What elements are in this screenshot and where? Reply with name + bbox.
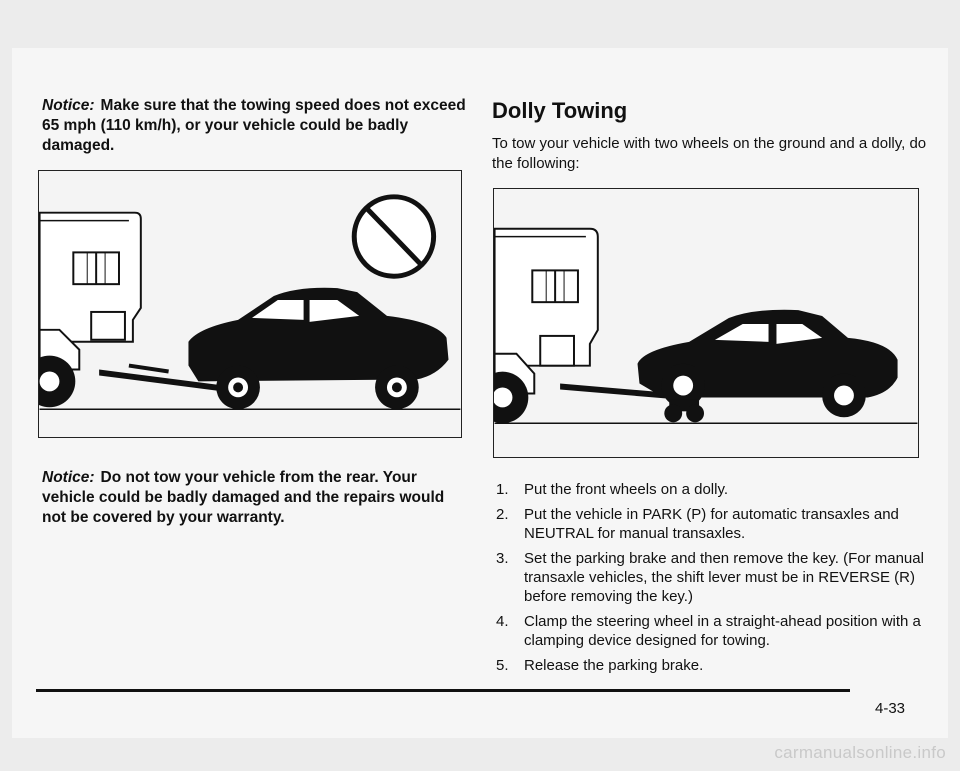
list-item [496,612,936,650]
tow-truck-door [91,312,125,340]
notice-label: Notice: [42,97,95,114]
section-title: Dolly Towing [492,98,628,123]
list-item [496,549,936,606]
notice-towing-speed [42,96,472,156]
rear-tow-prohibited-illustration [38,170,462,438]
notice-rear-tow [42,468,472,528]
dolly-tow-svg [494,189,918,457]
dolly-tow-illustration [493,188,919,458]
step-text: Put the front wheels on a dolly. [524,481,729,498]
notice-text: Make sure that the towing speed does not exceed 65 mph (110 km/h), or your vehicle could be badly damaged. [42,97,466,154]
list-item [496,505,936,543]
step-number: 3. [496,550,509,567]
dolly [664,399,704,422]
list-item [496,480,936,499]
dolly-steps-list [496,480,936,681]
manual-page [12,48,948,738]
tow-truck-door [540,336,574,366]
step-number: 5. [496,657,509,674]
step-number: 4. [496,613,509,630]
notice-text: Do not tow your vehicle from the rear. Your vehicle could be badly damaged and the repairs would not be covered by your warranty. [42,469,445,526]
step-text: Clamp the steering wheel in a straight-ahead position with a clamping device designed for towing. [524,613,921,649]
footer-divider [36,689,850,692]
list-item [496,656,936,675]
step-text: Set the parking brake and then remove the key. (For manual transaxle vehicles, the shift lever must be in REVERSE (R) before removing the key.) [524,550,924,605]
step-number: 1. [496,481,509,498]
step-text: Put the vehicle in PARK (P) for automatic transaxles and NEUTRAL for manual transaxles. [524,506,899,542]
watermark: carmanualsonline.info [774,743,946,762]
prohibition-icon [354,197,433,276]
step-text: Release the parking brake. [524,657,704,674]
notice-label: Notice: [42,469,95,486]
step-number: 2. [496,506,509,523]
rear-tow-svg [39,171,461,437]
page-number: 4-33 [875,700,906,717]
section-intro: To tow your vehicle with two wheels on the ground and a dolly, do the following: [492,135,927,172]
